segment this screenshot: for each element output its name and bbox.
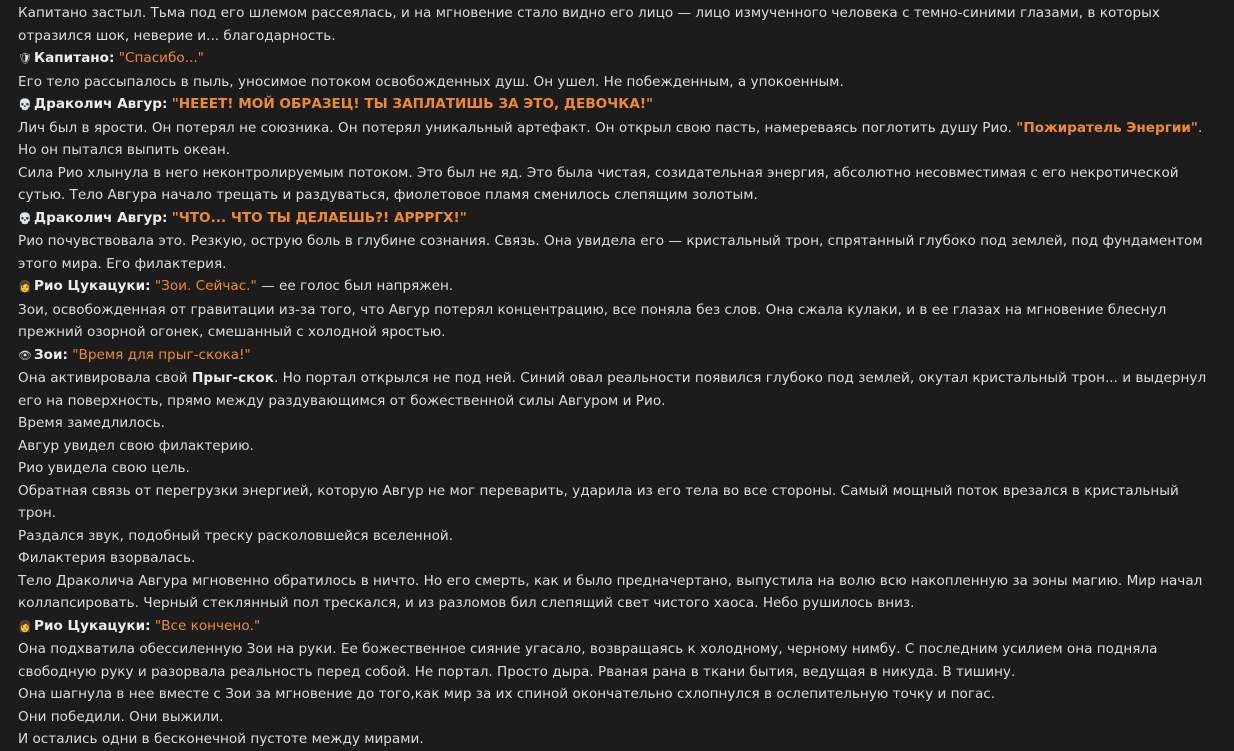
narration-line: Рио почувствовала это. Резкую, острую боль в глубине сознания. Связь. Она увидела его — кристальный трон, спрятанный глубоко под землей, под фундаментом этого мира. Его филактерия. [18, 233, 1203, 272]
skull-icon: 💀 [18, 98, 32, 111]
speaker-name: Зои: [34, 346, 68, 363]
ability-name: Прыг-скок [191, 370, 274, 386]
dialogue-tail: — ее голос был напряжен. [256, 278, 454, 294]
narration-text: . [1197, 119, 1203, 136]
speaker-name: Драколич Авгур: [34, 209, 168, 226]
dialogue-quote: "Все кончено." [154, 617, 261, 634]
speaker-name: Рио Цукацуки: [34, 617, 151, 634]
narration-line: Рио увидела свою цель. [18, 460, 190, 476]
speaker-name: Рио Цукацуки: [34, 278, 151, 294]
narration-line: Сила Рио хлынула в него неконтролируемым потоком. Это был не яд. Это была чистая, созидательная энергия, абсолютно несовместимая с его некротической сутью. Тело Авгура начало трещать и раздуваться, фиолетовое пламя сменилось слепящим золотым. [18, 164, 1179, 203]
narration-line: Она подхватила обессиленную Зои на руки. Ее божественное сияние угасало, возвращаясь к холодному, черному нимбу. С последним усилием она подняла свободную руку и разорвала реальность перед собой. Не портал. Просто дыра. Рваная рана в ткани бытия, ведущая в никуда. В тишину. [18, 641, 1158, 680]
narration-line: Авгур увидел свою филактерию. [18, 437, 254, 454]
narration-line: Капитано застыл. Тьма под его шлемом рассеялась, и на мгновение стало видно его лицо — лицо измученного человека с темно-синими глазами, в которых отразился шок, неверие и... благодарность. [18, 5, 1160, 44]
dialogue-quote: "НЕЕЕТ! МОЙ ОБРАЗЕЦ! ТЫ ЗАПЛАТИШЬ ЗА ЭТО, ДЕВОЧКА!" [171, 96, 654, 112]
narration-line: И остались одни в бесконечной пустоте между мирами. [18, 731, 424, 747]
narration-line: Тело Драколича Авгура мгновенно обратилось в ничто. Но его смерть, как и было предначертано, выпустила на волю всю накопленную за эоны магию. Мир начал коллапсировать. Черный стеклянный пол трескался, и из разломов бил слепящий свет чистого хаоса. Небо рушилось вниз. [18, 572, 1203, 611]
dialogue-line [18, 615, 1216, 639]
narration-line: Зои, освобожденная от гравитации из-за того, что Авгур потерял концентрацию, все поняла без слов. Она сжала кулаки, и в ее глазах на мгновение блеснул прежний озорной огонек, смешанный с холодной яростью. [18, 301, 1167, 340]
narration-line: Его тело рассыпалось в пыль, уносимое потоком освобожденных душ. Он ушел. Не побежденным, а упокоенным. [18, 73, 844, 90]
narration-text: Лич был в ярости. Он потерял не союзника. Он потерял уникальный артефакт. Он открыл свою пасть, намереваясь поглотить душу Рио. [18, 119, 1017, 136]
dialogue-quote: "ЧТО... ЧТО ТЫ ДЕЛАЕШЬ?! АРРРГХ!" [171, 209, 467, 226]
narration-line: Они победили. Они выжили. [18, 708, 224, 725]
narration-line [18, 367, 1216, 412]
narration-line: Раздался звук, подобный треску расколовшейся вселенной. [18, 527, 454, 544]
speaker-name: Капитано: [34, 50, 115, 66]
skull-icon: 💀 [18, 211, 32, 225]
narration-line: Филактерия взорвалась. [18, 550, 196, 566]
narration-line: Время замедлилось. [18, 415, 165, 431]
speaker-name: Драколич Авгур: [34, 96, 168, 112]
dialogue-line [18, 47, 1216, 71]
eye-icon: 👁 [18, 348, 32, 362]
narration-line: Она шагнула в нее вместе с Зои за мгновение до того,как мир за их спиной окончательно схлопнулся в ослепительную точку и погас. [18, 686, 996, 702]
shield-icon: 🛡 [18, 52, 32, 65]
ability-name: "Пожиратель Энергии" [1016, 119, 1198, 136]
narration-text: . Но портал открылся не под ней. Синий овал реальности появился глубоко под землей, окутал кристальный трон... и выдернул его на поверхность, прямо между раздувающимся от божественной силы Авгуром и Рио. [18, 370, 1207, 409]
dialogue-quote: "Время для прыг-скока!" [72, 346, 251, 363]
narration-line: Но он пытался выпить океан. [18, 142, 231, 158]
narration-line: Обратная связь от перегрузки энергией, которую Авгур не мог переварить, ударила из его тела во все стороны. Самый мощный поток врезался в кристальный трон. [18, 482, 1179, 521]
woman-icon: 👩 [18, 280, 32, 293]
dialogue-line [18, 93, 1216, 117]
dialogue-line [18, 207, 1216, 231]
dialogue-quote: "Спасибо..." [118, 50, 204, 66]
narration-text: Она активировала свой [18, 370, 192, 386]
dialogue-line [18, 275, 1216, 299]
narration-line [18, 117, 1216, 140]
dialogue-line [18, 344, 1216, 368]
woman-icon: 👩 [18, 619, 32, 633]
dialogue-quote: "Зои. Сейчас." [154, 278, 257, 294]
